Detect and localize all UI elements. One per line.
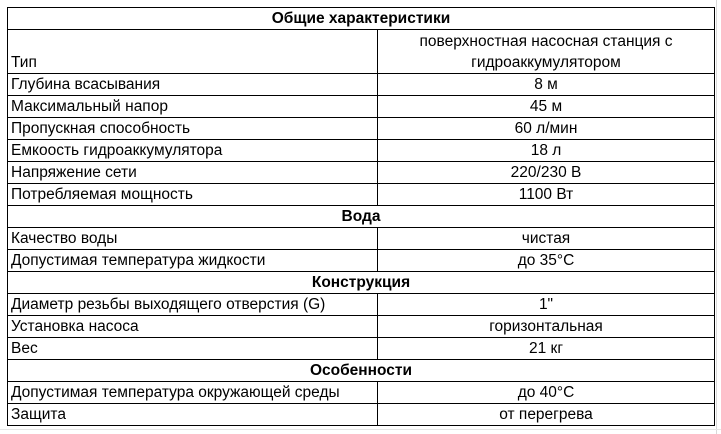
table-row bbox=[8, 30, 715, 74]
row-label[interactable]: Напряжение сети bbox=[8, 162, 378, 184]
section-header-row bbox=[8, 206, 715, 228]
row-value[interactable]: 60 л/мин bbox=[378, 118, 715, 140]
gridline-bottom bbox=[0, 429, 721, 430]
row-value[interactable]: поверхностная насосная станция с гидроаккумулятором bbox=[378, 30, 715, 74]
row-label[interactable]: Глубина всасывания bbox=[8, 74, 378, 96]
row-value[interactable]: чистая bbox=[378, 228, 715, 250]
row-value[interactable]: 18 л bbox=[378, 140, 715, 162]
table-row bbox=[8, 338, 715, 360]
gridline-right bbox=[716, 0, 717, 434]
row-value[interactable]: горизонтальная bbox=[378, 316, 715, 338]
spec-table bbox=[7, 7, 715, 426]
row-label[interactable]: Пропускная способность bbox=[8, 118, 378, 140]
table-row bbox=[8, 118, 715, 140]
table-row bbox=[8, 382, 715, 404]
row-value[interactable]: 21 кг bbox=[378, 338, 715, 360]
table-row bbox=[8, 228, 715, 250]
section-title-water[interactable]: Вода bbox=[8, 206, 715, 228]
table-row bbox=[8, 250, 715, 272]
table-row bbox=[8, 316, 715, 338]
row-value[interactable]: от перегрева bbox=[378, 404, 715, 426]
section-header-row bbox=[8, 272, 715, 294]
row-label[interactable]: Тип bbox=[8, 30, 378, 74]
row-label[interactable]: Допустимая температура окружающей среды bbox=[8, 382, 378, 404]
row-value[interactable]: 1" bbox=[378, 294, 715, 316]
row-label[interactable]: Вес bbox=[8, 338, 378, 360]
row-label[interactable]: Допустимая температура жидкости bbox=[8, 250, 378, 272]
row-value[interactable]: до 40°С bbox=[378, 382, 715, 404]
row-label[interactable]: Качество воды bbox=[8, 228, 378, 250]
row-label[interactable]: Защита bbox=[8, 404, 378, 426]
row-value[interactable]: до 35°С bbox=[378, 250, 715, 272]
table-row bbox=[8, 74, 715, 96]
table-row bbox=[8, 294, 715, 316]
row-label[interactable]: Максимальный напор bbox=[8, 96, 378, 118]
row-label[interactable]: Диаметр резьбы выходящего отверстия (G) bbox=[8, 294, 378, 316]
row-label[interactable]: Установка насоса bbox=[8, 316, 378, 338]
section-title-general[interactable]: Общие характеристики bbox=[8, 8, 715, 30]
section-title-features[interactable]: Особенности bbox=[8, 360, 715, 382]
section-header-row bbox=[8, 8, 715, 30]
table-row bbox=[8, 140, 715, 162]
section-title-construction[interactable]: Конструкция bbox=[8, 272, 715, 294]
row-label[interactable]: Емкоость гидроаккумулятора bbox=[8, 140, 378, 162]
table-row bbox=[8, 96, 715, 118]
table-row bbox=[8, 184, 715, 206]
row-label[interactable]: Потребляемая мощность bbox=[8, 184, 378, 206]
table-row bbox=[8, 404, 715, 426]
table-row bbox=[8, 162, 715, 184]
section-header-row bbox=[8, 360, 715, 382]
row-value[interactable]: 1100 Вт bbox=[378, 184, 715, 206]
row-value[interactable]: 45 м bbox=[378, 96, 715, 118]
row-value[interactable]: 220/230 В bbox=[378, 162, 715, 184]
row-value[interactable]: 8 м bbox=[378, 74, 715, 96]
